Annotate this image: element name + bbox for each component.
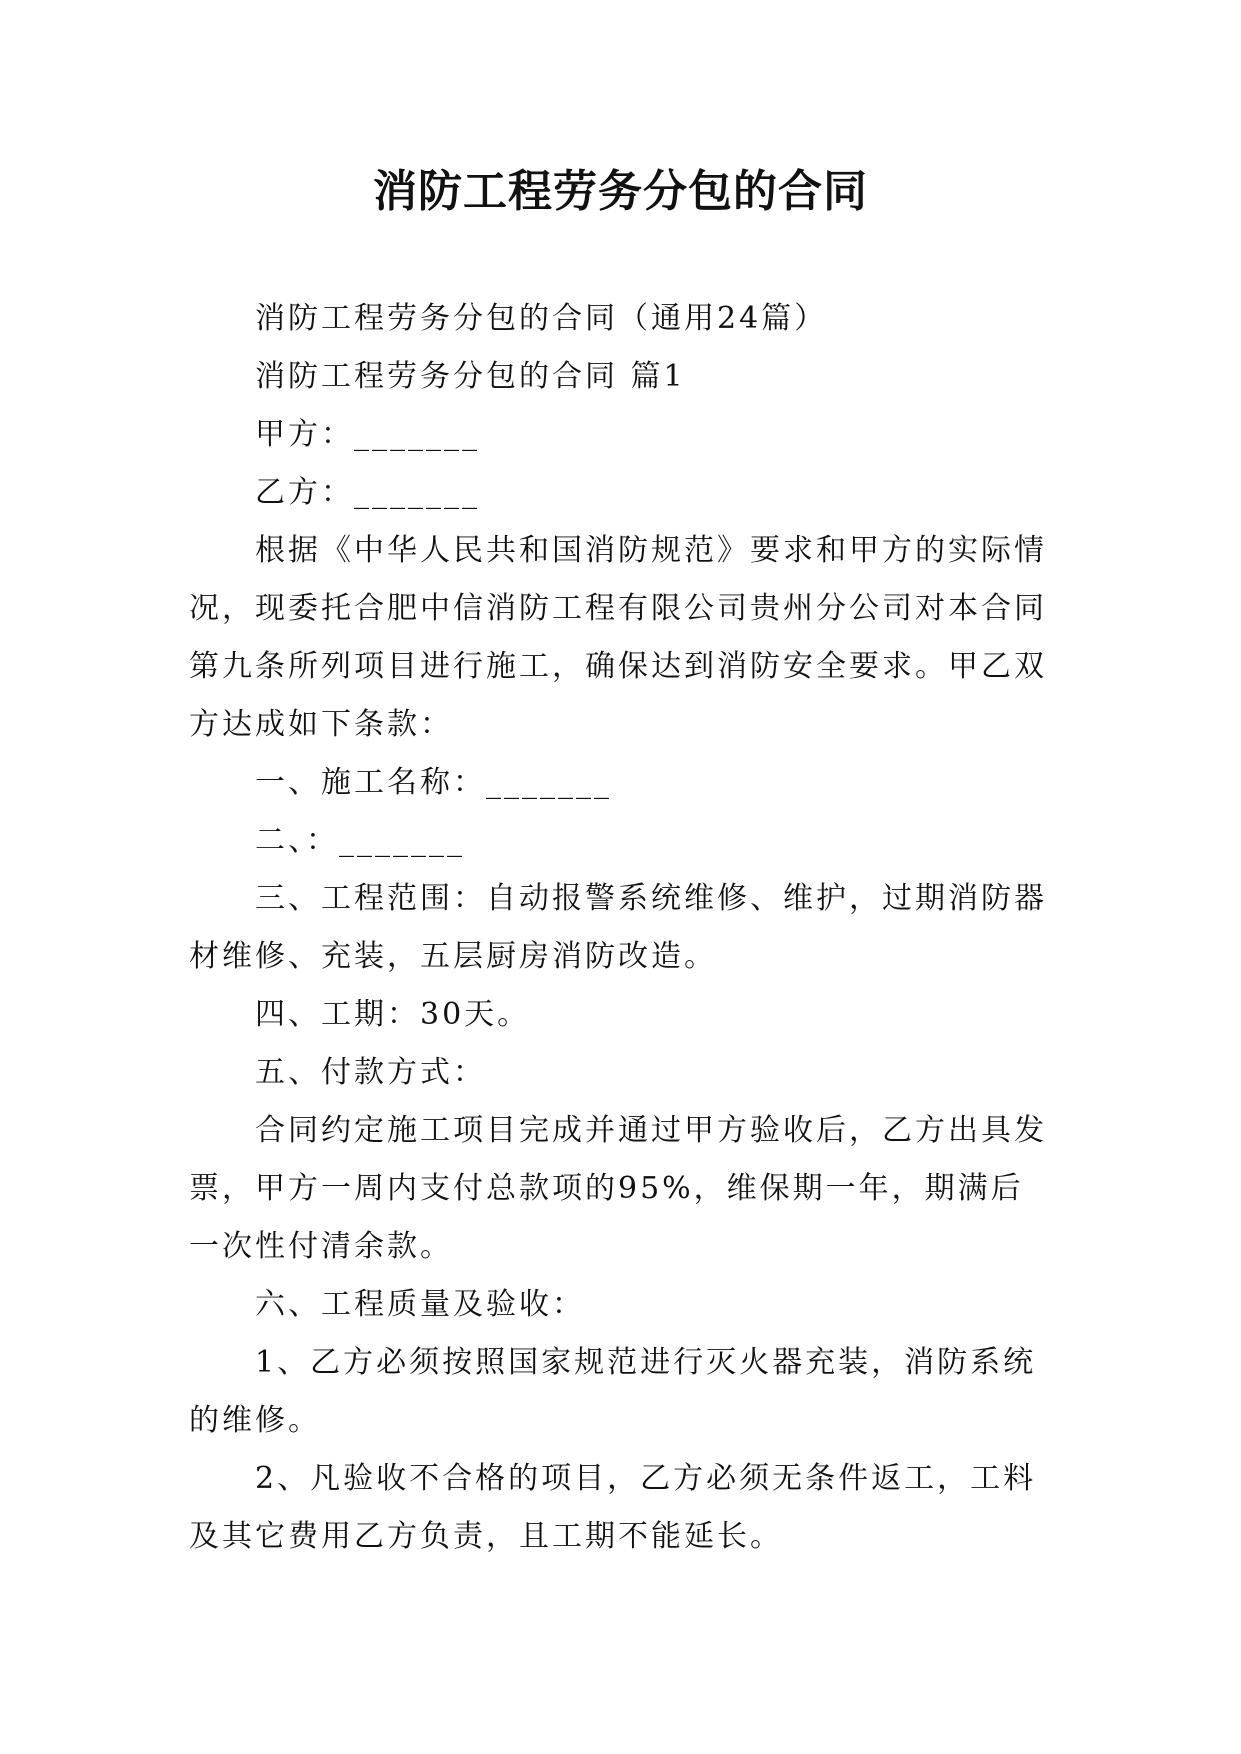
- paragraph-clause-1: 一、施工名称：_______: [255, 765, 612, 800]
- paragraph-payment: 合同约定施工项目完成并通过甲方验收后，乙方出具发票，甲方一周内支付总款项的95%，维保期一年，期满后一次性付清余款。: [189, 1113, 1047, 1264]
- document-body: [189, 290, 1053, 1566]
- paragraph-clause-2: 二、：_______: [255, 823, 465, 858]
- paragraph-clause-6: 六、工程质量及验收：: [255, 1287, 585, 1322]
- paragraph-clause-3: 三、工程范围：自动报警系统维修、维护，过期消防器材维修、充装，五层厨房消防改造。: [189, 881, 1047, 974]
- paragraph-quality-2: 2、凡验收不合格的项目，乙方必须无条件返工，工料及其它费用乙方负责，且工期不能延长。: [189, 1461, 1037, 1554]
- paragraph-preamble: 根据《中华人民共和国消防规范》要求和甲方的实际情况，现委托合肥中信消防工程有限公司贵州分公司对本合同第九条所列项目进行施工，确保达到消防安全要求。甲乙双方达成如下条款：: [189, 533, 1047, 742]
- paragraph-clause-5: 五、付款方式：: [255, 1055, 486, 1090]
- document-title: 消防工程劳务分包的合同: [373, 166, 868, 217]
- paragraph-clause-4: 四、工期：30天。: [255, 997, 531, 1032]
- paragraph-quality-1: 1、乙方必须按照国家规范进行灭火器充装，消防系统的维修。: [189, 1345, 1037, 1438]
- paragraph-party-a: 甲方：_______: [255, 417, 480, 452]
- paragraph-section-heading: 消防工程劳务分包的合同 篇1: [255, 359, 686, 394]
- paragraph-party-b: 乙方：_______: [255, 475, 480, 510]
- paragraph-subtitle: 消防工程劳务分包的合同（通用24篇）: [255, 301, 828, 336]
